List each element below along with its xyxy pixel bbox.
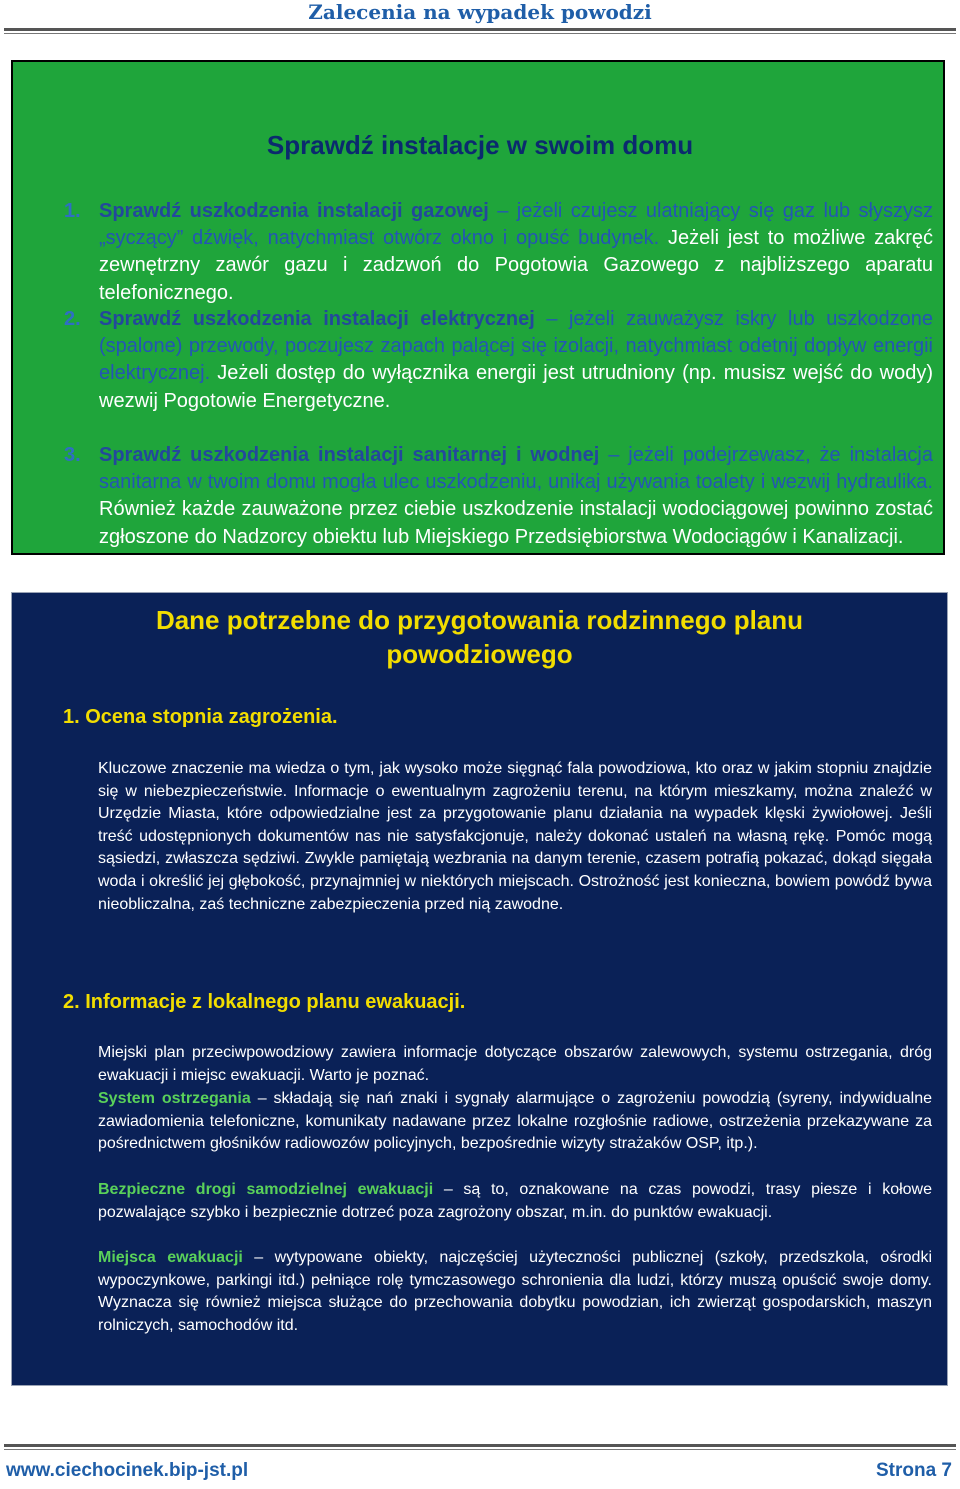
running-header: Zalecenia na wypadek powodzi xyxy=(308,0,652,24)
paragraph xyxy=(98,1088,932,1156)
box-title: Dane potrzebne do przygotowania rodzinnego planu powodziowego xyxy=(155,605,804,669)
list-body-rest: Również każde zauważone przez ciebie uszkodzenie instalacji wodociągowej powinno zostać zgłoszone do Nadzorcy obiektu lub Miejskiego Przedsiębiorstwa Wodociągów i Kanalizacji. xyxy=(99,498,933,548)
section-heading: 2. Informacje z lokalnego planu ewakuacji. xyxy=(63,991,466,1013)
list-text xyxy=(99,306,933,415)
list-body: – jeżeli czujesz ulatniający się gaz lub słyszysz „syczący” dźwięk, natychmiast otwórz okno i opuść budynek. xyxy=(99,200,933,250)
header-divider xyxy=(4,28,956,31)
list-number: 3. xyxy=(64,444,81,466)
keyword: Bezpieczne drogi samodzielnej ewakuacji xyxy=(98,1181,434,1198)
box-title: Sprawdź instalacje w swoim domu xyxy=(266,130,694,160)
list-body-rest: Jeżeli jest to możliwe zakręć zewnętrzny zawór gazu i zadzwoń do Pogotowia Gazowego z najbliższego aparatu telefonicznego. xyxy=(99,227,933,304)
paragraph xyxy=(98,1247,932,1337)
flood-plan-box xyxy=(11,592,948,1386)
footer-divider xyxy=(4,1444,956,1447)
paragraph xyxy=(98,1042,932,1087)
paragraph-text: Miejski plan przeciwpowodziowy zawiera informacje dotyczące obszarów zalewowych, systemu ostrzegania, dróg ewakuacji i miejsc ewakuacji. Warto je poznać. xyxy=(98,1044,932,1084)
list-highlight: Sprawdź uszkodzenia instalacji elektrycznej xyxy=(99,308,535,330)
list-number: 2. xyxy=(64,308,81,330)
footer-divider-thin xyxy=(4,1449,956,1450)
list-highlight: Sprawdź uszkodzenia instalacji sanitarnej i wodnej xyxy=(99,444,600,466)
page-number: Strona 7 xyxy=(875,1460,952,1481)
website-link[interactable]: www.ciechocinek.bip-jst.pl xyxy=(6,1460,249,1481)
keyword: System ostrzegania xyxy=(98,1090,251,1107)
paragraph-text: Kluczowe znaczenie ma wiedza o tym, jak wysoko może sięgnąć fala powodziowa, kto oraz w jakim stopniu znajdzie się w niebezpieczeństwie. Informacje o ewentualnym zagrożeniu terenu, na którym mieszkamy, można znaleźć w Urzędzie Miasta, które odpowiedzialne jest za przygotowanie planu działania na wypadek klęski żywiołowej. Jeśli treść udostępnionych dokumentów nas nie satysfakcjonuje, należy dokonać ustaleń na własną rękę. Pomóc mogą sąsiedzi, zwłaszcza sędziwi. Zwykle pamiętają wezbrania na danym terenie, czasem potrafią pokazać, dokąd sięgała woda i określić jej głębokość, przynajmniej w niektórych miejscach. Ostrożność jest konieczna, bowiem powódź bywa nieobliczalna, zaś techniczne zabezpieczenia przed nią zawodne. xyxy=(98,760,932,913)
list-text xyxy=(99,442,933,551)
paragraph-text: – wytypowane obiekty, najczęściej użyteczności publicznej (szkoły, przedszkola, ośrodki wypoczynkowe, parkingi itd.) pełniące rolę tymczasowego schronienia dla ludzi, którzy muszą opuścić swoje domy. Wyznacza się również miejsca służące do przechowania dobytku powodzian, ich zwierząt gospodarskich, maszyn rolniczych, samochodów itd. xyxy=(98,1249,932,1334)
keyword: Miejsca ewakuacji xyxy=(98,1249,243,1266)
list-body: – jeżeli podejrzewasz, że instalacja sanitarna w twoim domu mogła ulec uszkodzeniu, unikaj używania toalety i wezwij hydraulika. xyxy=(99,444,933,494)
list-body-rest: Jeżeli dostęp do wyłącznika energii jest utrudniony (np. musisz wejść do wody) wezwij Pogotowie Energetyczne. xyxy=(99,362,933,412)
paragraph-text: – składają się nań znaki i sygnały alarmujące o zagrożeniu powodzią (syreny, indywidualne zawiadomienia telefoniczne, komunikaty nadawane przez lokalne rozgłośnie radiowe, ostrzeżenia przekazywane za pośrednictwem głośników radiowozów policyjnych, bezpośrednie wizyty strażaków OSP, itp.). xyxy=(98,1090,932,1153)
list-number: 1. xyxy=(64,200,81,222)
list-text xyxy=(99,198,933,307)
section-heading: 1. Ocena stopnia zagrożenia. xyxy=(63,706,338,728)
home-installations-box xyxy=(11,60,945,555)
paragraph xyxy=(98,758,932,916)
list-body: – jeżeli zauważysz iskry lub uszkodzone (spalone) przewody, poczujesz zapach palącej się izolacji, natychmiast odetnij dopływ energii elektrycznej. xyxy=(99,308,933,385)
paragraph-text: – są to, oznakowane na czas powodzi, trasy piesze i kołowe pozwalające szybko i bezpiecznie dotrzeć poza zagrożony obszar, m.in. do punktów ewakuacji. xyxy=(98,1181,933,1221)
list-highlight: Sprawdź uszkodzenia instalacji gazowej xyxy=(99,200,489,222)
header-divider-thin xyxy=(4,33,956,34)
paragraph xyxy=(98,1179,932,1224)
